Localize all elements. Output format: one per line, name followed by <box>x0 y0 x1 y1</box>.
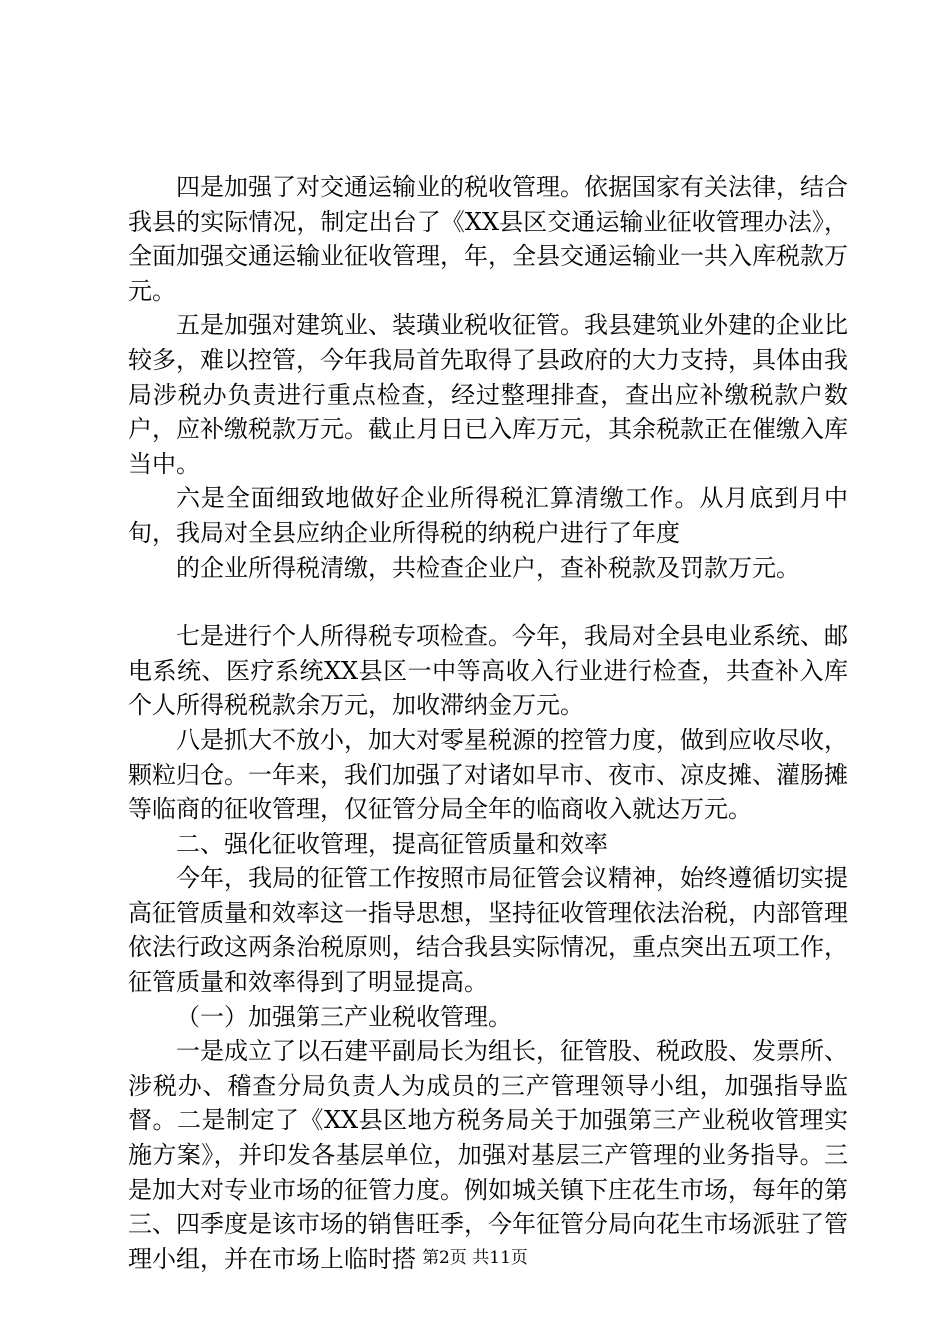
paragraph-intro: 今年，我局的征管工作按照市局征管会议精神，始终遵循切实提高征管质量和效率这一指导思想，坚持征收管理依法治税，内部管理依法行政这两条治税原则，结合我县实际情况，重点突出五项工作，征管质量和效率得到了明显提高。 <box>128 864 848 997</box>
paragraph-8: 八是抓大不放小，加大对零星税源的控管力度，做到应收尽收，颗粒归仓。一年来，我们加强了对诸如早市、夜市、凉皮摊、灌肠摊等临商的征收管理，仅征管分局全年的临商收入就达万元。 <box>128 725 848 824</box>
paragraph-6-continued: 的企业所得税清缴，共检查企业户，查补税款及罚款万元。 <box>176 553 800 582</box>
section-heading-2: 二、强化征收管理，提高征管质量和效率 <box>176 829 608 858</box>
paragraph-measures: 一是成立了以石建平副局长为组长，征管股、税政股、发票所、涉税办、稽查分局负责人为成员的三产管理领导小组，加强指导监督。二是制定了《XX县区地方税务局关于加强第三产业税收管理实施方案》，并印发各基层单位，加强对基层三产管理的业务指导。三是加大对专业市场的征管力度。例如城关镇下庄花生市场，每年的第三、四季度是该市场的销售旺季，今年征管分局向花生市场派驻了管理小组，并在市场上临时搭 <box>128 1037 848 1273</box>
spacer <box>128 585 848 619</box>
paragraph-7: 七是进行个人所得税专项检查。今年，我局对全县电业系统、邮电系统、医疗系统XX县区一中等高收入行业进行检查，共查补入库个人所得税税款余万元，加收滞纳金万元。 <box>128 622 848 720</box>
page-footer: 第2页 共11页 <box>422 1248 528 1268</box>
paragraph-5: 五是加强对建筑业、装璜业税收征管。我县建筑业外建的企业比较多，难以控管，今年我局首先取得了县政府的大力支持，具体由我局涉税办负责进行重点检查，经过整理排查，查出应补缴税款户数户，应补缴税款万元。截止月日已入库万元，其余税款正在催缴入库当中。 <box>128 311 848 478</box>
document-body <box>128 170 848 1276</box>
subsection-heading-1: （一）加强第三产业税收管理。 <box>176 1002 512 1031</box>
paragraph-6: 六是全面细致地做好企业所得税汇算清缴工作。从月底到月中旬，我局对全县应纳企业所得税的纳税户进行了年度 <box>128 484 848 547</box>
paragraph-4: 四是加强了对交通运输业的税收管理。依据国家有关法律，结合我县的实际情况，制定出台了《XX县区交通运输业征收管理办法》，全面加强交通运输业征收管理，年，全县交通运输业一共入库税款万元。 <box>128 173 848 305</box>
